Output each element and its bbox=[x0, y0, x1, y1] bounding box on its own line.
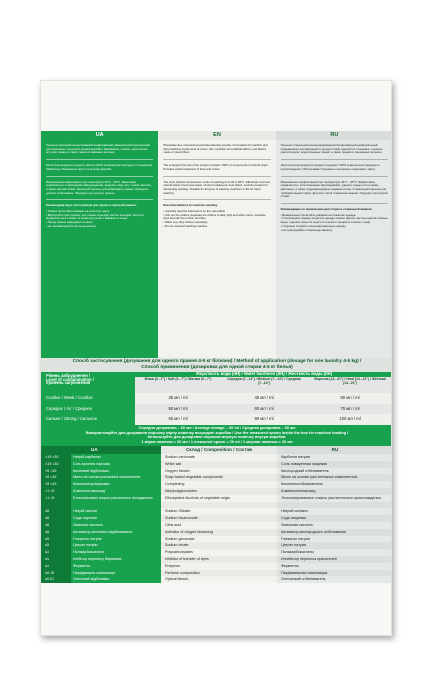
hardness-soft: М'яка (0...7°) / Soft (0...7°) / Мягкая (0...7°) bbox=[144, 376, 212, 381]
ingredient-ua: Мило на основі рослинних компонентів bbox=[71, 474, 161, 481]
percent-cell: ≤1 bbox=[41, 549, 71, 556]
en-rec-heading: Recommendations for machine washing: bbox=[163, 203, 218, 208]
contamination-label-ru: Уровень загрязнения bbox=[46, 380, 91, 386]
dosage-row-weak bbox=[41, 393, 392, 404]
dose-value: 90 мл / ml bbox=[221, 414, 307, 425]
ingredient-ru: Цитрат натрия bbox=[277, 542, 392, 549]
ua-eco: Екологічна формула продукту містить 100% компонентів природного походження. Забезпечує збереження якості та кольору виробів. bbox=[46, 163, 153, 171]
ua-rec-heading: Рекомендації щодо застосування для прання в пральній машині: bbox=[46, 203, 137, 208]
ingredient-en: Polycarboxylates bbox=[161, 549, 277, 556]
table-row bbox=[41, 474, 392, 481]
method-line-2: Способ применения (дозировка для одной стирки 4-5 кг белья) bbox=[141, 365, 293, 370]
header-ua: UA bbox=[41, 131, 158, 140]
percent-cell: ≤0.15 bbox=[41, 570, 71, 577]
list-item: • Уважно прочитайте вказівки на етикетках одягу. bbox=[46, 210, 153, 214]
level-label: Сильне / Strong / Сильное bbox=[41, 414, 135, 425]
composition-header bbox=[41, 446, 392, 454]
ua-rec-list bbox=[46, 210, 153, 229]
dose-value: 50 мл / ml bbox=[307, 393, 392, 404]
ingredient-en: Inhibitor of transfer of dyes bbox=[161, 556, 277, 563]
ingredient-en: Ethoxylated Alcohols of vegetable origin bbox=[161, 495, 277, 502]
level-label: Слабке / Weak / Слабое bbox=[41, 393, 135, 404]
percent-cell: >5 <15 bbox=[41, 481, 71, 488]
percent-cell: ≤5 bbox=[41, 536, 71, 543]
column-en bbox=[158, 140, 275, 358]
ingredient-ua: Лимонна кислота bbox=[71, 522, 161, 529]
table-row bbox=[41, 522, 392, 529]
ingredient-en: Optical bleach bbox=[161, 576, 277, 583]
list-item: • Carefully read the instructions on the care labels bbox=[163, 210, 270, 214]
level-label: Середнє / AV / Среднее bbox=[41, 404, 135, 415]
hardness-medium: Середня (7...14°) / Medium (7...14°) / Средняя (7...14°) bbox=[227, 376, 301, 385]
ingredient-ua: Активатор кисневого відбілювання bbox=[71, 529, 161, 536]
list-item: • Не перевантажуйте пральну машину bbox=[46, 225, 153, 229]
divider bbox=[281, 159, 388, 160]
method-of-application bbox=[41, 358, 392, 372]
ingredient-en: Activator of oxygen bleaching bbox=[161, 529, 277, 536]
method-line-1: Спосіб застосування (дозування для одного прання 4-5 кг білизни) / Method of application (dosage for one laundry 4-5 kg) / bbox=[72, 359, 362, 364]
ingredient-ru: Натрий силикат bbox=[277, 508, 392, 515]
dose-value: 45 мл / ml bbox=[221, 393, 307, 404]
table-row bbox=[41, 542, 392, 549]
ingredient-ru: Парфюмерная композиция bbox=[277, 570, 392, 577]
percent-cell: >15 <30 bbox=[41, 461, 71, 468]
ingredient-ua: Сода харчова bbox=[71, 515, 161, 522]
product-leaflet bbox=[40, 80, 392, 636]
table-row bbox=[41, 468, 392, 475]
list-item: • Внимательно прочитайте указания на этикетках одежды bbox=[281, 214, 388, 218]
dose-value: 70 мл / ml bbox=[307, 404, 392, 415]
dose-value: 60 мл / ml bbox=[135, 414, 221, 425]
ingredient-ru: Мыло на основе растительных компонентов bbox=[277, 474, 392, 481]
ingredient-en: White salt bbox=[161, 461, 277, 468]
dosage-row-strong bbox=[41, 414, 392, 425]
contamination-label-ua: Рівень забруднення / bbox=[46, 373, 91, 378]
hardness-hard: Жорстка (14...21°) / Hard (14...21°) / Жёсткая (14...21°) bbox=[314, 376, 386, 385]
list-item: • Wash very dirty clothes separately bbox=[163, 221, 270, 225]
ua-temp: Максимальна ефективність при температурі 40°C – 95°C. Ефективно справляється з приводними забрудненнями, видаляє сліди поту з крові, масляні, а також харчові плями. Пральний порошок для вибагливого прання. Підходить для всіх типів машин. Підходить для ручного прання. bbox=[46, 179, 152, 195]
ingredient-en: Sodium Silicate bbox=[161, 508, 277, 515]
ingredient-ru: Сода пищевая bbox=[277, 515, 392, 522]
ingredient-ru: Поликарбоксилаты bbox=[277, 549, 392, 556]
en-rec-list bbox=[163, 210, 270, 229]
note-average: Середня дозування – 60 мл / Average dosage – 60 ml / Средняя дозировка – 60 мл bbox=[138, 425, 296, 430]
list-item: • Не перегружайте стиральную машину bbox=[281, 229, 388, 233]
ingredient-ru: Ингибитор переноса красителей bbox=[277, 556, 392, 563]
contamination-header bbox=[41, 372, 135, 393]
ingredient-en: Citric acid bbox=[161, 522, 277, 529]
ingredient-ru: Активатор кислородного отбеливания bbox=[277, 529, 392, 536]
ingredient-en: Alkylpolyglucosides bbox=[161, 488, 277, 495]
ru-rec-list bbox=[281, 214, 388, 233]
ingredient-ru: Оптический отбеливатель bbox=[277, 576, 392, 583]
ingredient-ua: Парфумерна композиція bbox=[71, 570, 161, 577]
table-row bbox=[41, 563, 392, 570]
ingredient-ua: Цитрат натрію bbox=[71, 542, 161, 549]
table-row bbox=[41, 488, 392, 495]
ingredient-ru: Лимонная кислота bbox=[277, 522, 392, 529]
ingredient-en: Complexing bbox=[161, 481, 277, 488]
header-en: EN bbox=[158, 131, 275, 140]
ingredient-en: Oxygen bleach bbox=[161, 468, 277, 475]
divider bbox=[46, 176, 153, 177]
divider bbox=[281, 203, 388, 204]
ingredient-en: Sodium carbonate bbox=[161, 454, 277, 461]
percent-cell: ≤5 bbox=[41, 522, 71, 529]
divider bbox=[281, 176, 388, 177]
ingredient-en bbox=[161, 502, 277, 509]
percent-cell: ≤5 bbox=[41, 542, 71, 549]
table-row bbox=[41, 536, 392, 543]
en-eco: The ecological formula of the product contains 100% of components of natural origin. Provides careful treatment of linen and colour. bbox=[163, 163, 269, 171]
en-intro: Phosphate-free universal concentrated laundry powder. Formulated for machine and hand washing of garments of cotton, flax, synthetic and artificial fabrics, and fabrics made of mixed fibers. bbox=[163, 143, 268, 155]
percent-cell: ≤1 bbox=[41, 563, 71, 570]
dosage-table bbox=[41, 372, 392, 425]
ingredient-ua: Глюконат натрію bbox=[71, 536, 161, 543]
ingredient-ru: Кислородный отбеливатель bbox=[277, 468, 392, 475]
ingredient-en: Sodium gluconate bbox=[161, 536, 277, 543]
hardness-header bbox=[135, 372, 392, 393]
ingredient-ua: Кисневий відбілювач bbox=[71, 468, 161, 475]
percent-cell: ≤5 bbox=[41, 515, 71, 522]
ingredient-ru: Этоксилированные спирты растительного происхождения bbox=[277, 495, 392, 502]
dosage-header-row bbox=[41, 372, 392, 393]
ingredient-en: Enzymes bbox=[161, 563, 277, 570]
ingredient-ua: Натрій карбонат bbox=[71, 454, 161, 461]
ingredient-ru: Глюконат натрия bbox=[277, 536, 392, 543]
ingredient-ru: Комплексообразователь bbox=[277, 481, 392, 488]
contamination-label-en: Level of contamination / bbox=[46, 376, 94, 382]
ingredient-en: Soap based vegetable components bbox=[161, 474, 277, 481]
ru-temp: Максимально эффективный при температуре 40°C – 95°C. Эффективно справляется с естественными загрязнениями, удаляет следы пота и крови, масляные, а также трудновыводимые пищевые пятна. Стиральный порошок для требовательной стирки. Для всех типов стиральных машин. Подходит для ручной стирки. bbox=[280, 179, 388, 199]
table-row bbox=[41, 461, 392, 468]
table-row bbox=[41, 502, 392, 509]
en-temp: The most effective temperature mode of washing from 40 to 95°C. Effectively removes natural stains, blood and sweat, oil and troublesome food stains. Laundry powder for demanding washing. Suitable for all types of washing machines. It fits for hand washing. bbox=[163, 179, 271, 195]
table-row bbox=[41, 495, 392, 502]
ingredient-ua: Натрій силікат bbox=[71, 508, 161, 515]
list-item: • Отсортируйте одежду (отделите одежду темных цветов, светлых цветов и белые вещи, отделите вещи из шерсти и шелка от вещей из хлопка и льна) bbox=[281, 217, 388, 224]
divider bbox=[163, 176, 270, 177]
table-row bbox=[41, 454, 392, 461]
percent-cell: >1 <5 bbox=[41, 495, 71, 502]
ingredient-en: Sodium bicarbonate bbox=[161, 515, 277, 522]
composition-header-ru: RU bbox=[277, 446, 392, 454]
list-item: • Отдельно стирайте сильнозагрязненную одежду bbox=[281, 225, 388, 229]
note-spoon-ru: Используйте для дозировки порошка мерную ложечку внутри коробки. bbox=[147, 434, 287, 440]
ua-intro: Порошок пральний концентрований безфосфатний універсальний призначений для машинного та ручного прання виробів з бавовняних, лляних, синтетичних, штучних тканин, а також тканин зі змішаних волокон. bbox=[46, 143, 150, 155]
percent-cell bbox=[41, 502, 71, 509]
ingredient-ua: Полікарбоксилати bbox=[71, 549, 161, 556]
percent-cell: >1 <5 bbox=[41, 488, 71, 495]
dose-value: 100 мл / ml bbox=[307, 414, 392, 425]
description-columns bbox=[41, 140, 392, 358]
dose-value: 50 мл / ml bbox=[135, 404, 221, 415]
ingredient-ua: Ферменти bbox=[71, 563, 161, 570]
list-item: • Перед прання забруднені сторінки bbox=[46, 221, 153, 225]
list-item: • Do not overload washing machine. bbox=[163, 225, 270, 229]
table-row bbox=[41, 549, 392, 556]
ingredient-en: Sodium citrate bbox=[161, 542, 277, 549]
ingredient-ru: Ферменты bbox=[277, 563, 392, 570]
ingredient-ua: Сіль кухонна харчова bbox=[71, 461, 161, 468]
hardness-levels bbox=[135, 377, 392, 393]
dose-value: 35 мл / ml bbox=[135, 393, 221, 404]
list-item: • Sort out the clothes (separate the clothes of dark, light and white colors, separate wool and silk from cotton and flax) bbox=[163, 214, 270, 221]
percent-cell: ≤5 bbox=[41, 508, 71, 515]
column-ua bbox=[41, 140, 158, 358]
dosage-note bbox=[41, 425, 392, 446]
percent-cell: ≤5 bbox=[41, 529, 71, 536]
ingredient-en: Perfume composition bbox=[161, 570, 277, 577]
divider bbox=[46, 159, 153, 160]
table-row bbox=[41, 508, 392, 515]
header-ru: RU bbox=[276, 131, 392, 140]
divider bbox=[163, 159, 270, 160]
table-row bbox=[41, 570, 392, 577]
divider bbox=[163, 199, 270, 200]
ingredient-ua: Оптичний відбілювач bbox=[71, 576, 161, 583]
ingredient-ua bbox=[71, 502, 161, 509]
percent-cell: >15 <30 bbox=[41, 454, 71, 461]
ingredient-ua: Етоксильовані спирти рослинного походження bbox=[71, 495, 161, 502]
composition-table bbox=[41, 454, 392, 583]
table-row bbox=[41, 481, 392, 488]
ingredient-ua: Інгібітор перенесу барвників bbox=[71, 556, 161, 563]
table-row bbox=[41, 529, 392, 536]
language-header bbox=[41, 131, 392, 140]
table-row bbox=[41, 515, 392, 522]
ru-rec-heading: Рекомендации по применению для стирки в стиральной машине: bbox=[280, 207, 373, 212]
note-spoon: Використовуйте для дозування порошку мірну ложечку всередині коробки / Use the measured spoon inside the box for machine loading / bbox=[85, 429, 349, 435]
divider bbox=[46, 199, 153, 200]
list-item: • Відсортуйте одяг окремо: для темних кольорів, світлих кольорів і білі речі, відокремте речі з вовни та шовку від речей з бавовни та льону bbox=[46, 214, 153, 221]
table-row bbox=[41, 576, 392, 583]
percent-cell: ≤0.01 bbox=[41, 576, 71, 583]
composition-title: Склад / Composition / Состав bbox=[161, 446, 277, 454]
ingredient-ru: Карбонат натрия bbox=[277, 454, 392, 461]
ru-intro: Порошок стиральный концентрированный бесфосфатный универсальный предназначен для машинной и ручной стирки изделий из хлопковых, льняных, синтетических, искусственных тканей, а также тканей из смешанных волокон. bbox=[280, 143, 384, 155]
dose-value: 60 мл / ml bbox=[221, 404, 307, 415]
ingredient-ru: Алкилполиглюкозид bbox=[277, 488, 392, 495]
ingredient-ua: Комплексоутворювач bbox=[71, 481, 161, 488]
ingredient-ru: Соль поваренная пищевая bbox=[277, 461, 392, 468]
ru-eco: Экологическая формула продукта содержит 100% компонентов природного происхождения. Обеспечивает бережное отношение к изделиям и цвету. bbox=[280, 163, 380, 171]
composition-header-ua: UA bbox=[41, 446, 161, 454]
dosage-row-average bbox=[41, 404, 392, 415]
table-row bbox=[41, 556, 392, 563]
note-spoon-volume: 1 мірна ложечка = 20 мл / 1 measured spoon = 20 ml / 1 мерная ложечка = 20 мл bbox=[141, 438, 293, 444]
percent-cell: ≤1 bbox=[41, 556, 71, 563]
hardness-title: Жорсткість води (dH) / Water hardness (dH) / Жесткость воды (dH) bbox=[135, 372, 392, 377]
ingredient-ru bbox=[277, 502, 392, 509]
ingredient-ua: Алкілполіглюкозид bbox=[71, 488, 161, 495]
percent-cell: >5 <15 bbox=[41, 468, 71, 475]
column-ru bbox=[276, 140, 392, 358]
percent-cell: >5 <15 bbox=[41, 474, 71, 481]
